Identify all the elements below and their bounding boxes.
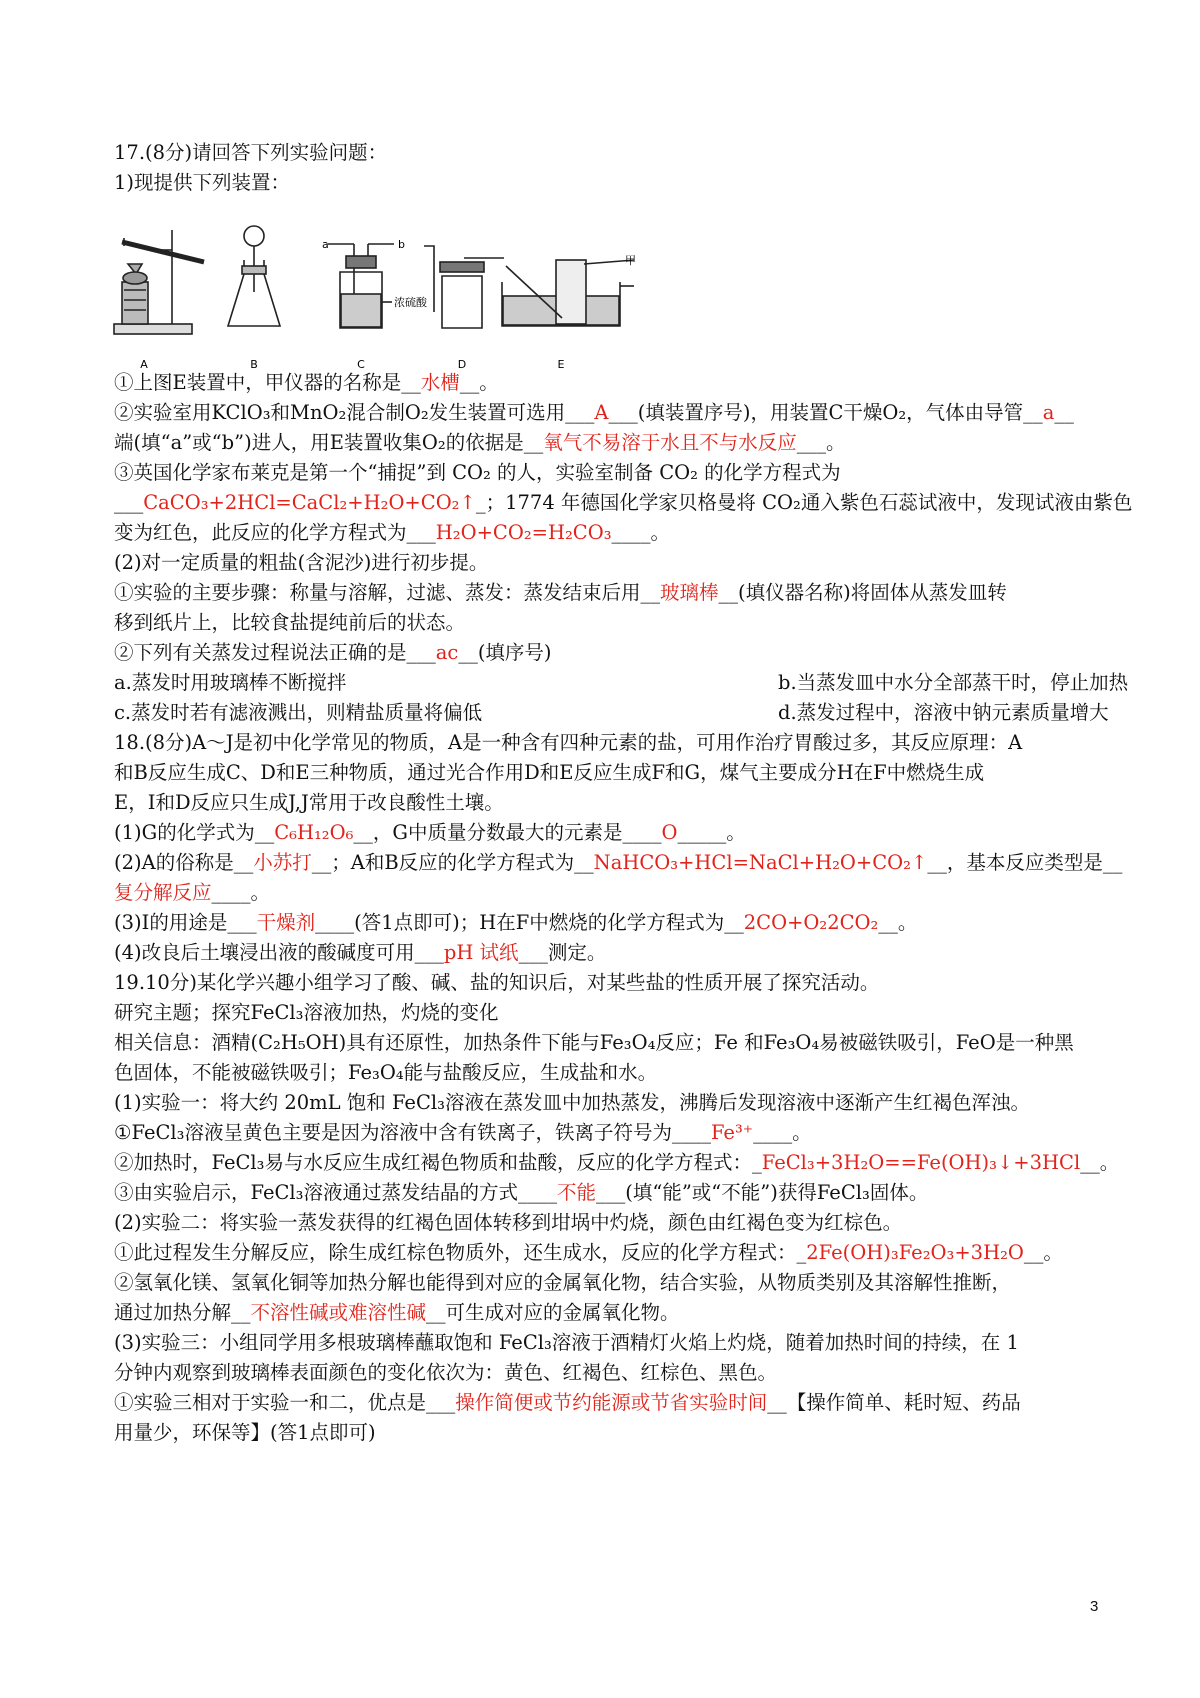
q19-topic: 研究主题；探究FeCl₃溶液加热，灼烧的变化: [114, 1001, 499, 1024]
q17-q2b: 端(填“a”或“b”)进人，用E装置收集O₂的依据是__氧气不易溶于水且不与水反应___。: [114, 431, 846, 454]
option-c: c.蒸发时若有滤液溅出，则精盐质量将偏低: [114, 701, 483, 724]
q17-p2q1a: ①实验的主要步骤：称量与溶解，过滤、蒸发：蒸发结束后用__玻璃棒__(填仪器名称)将固体从蒸发皿转: [114, 581, 1007, 604]
option-b: b.当蒸发皿中水分全部蒸干时，停止加热: [778, 671, 1129, 694]
jia-label: 甲: [625, 254, 636, 267]
q18-s3: (3)I的用途是___干燥剂____(答1点即可)；H在F中燃烧的化学方程式为__2CO+O₂2CO₂__。: [114, 911, 918, 934]
answer: CaCO₃+2HCl=CaCl₂+H₂O+CO₂↑: [143, 491, 476, 514]
answer: 水槽: [420, 371, 460, 394]
answer: C₆H₁₂O₆: [274, 821, 354, 844]
q17-p2q2: ②下列有关蒸发过程说法正确的是___ac__(填序号): [114, 641, 552, 664]
option-a: a.蒸发时用玻璃棒不断搅拌: [114, 671, 347, 694]
q19-info1: 相关信息：酒精(C₂H₅OH)具有还原性，加热条件下能与Fe₃O₄反应；Fe 和Fe₃O₄易被磁铁吸引，FeO是一种黑: [114, 1031, 1074, 1054]
q17-q3a: ③英国化学家布莱克是第一个“捕捉”到 CO₂ 的人，实验室制备 CO₂ 的化学方程式为: [114, 461, 841, 484]
q17-q1: ①上图E装置中，甲仪器的名称是__水槽__。: [114, 371, 499, 394]
answer: FeCl₃+3H₂O==Fe(OH)₃↓+3HCl: [761, 1151, 1081, 1174]
q18-line2: 和B反应生成C、D和E三种物质，通过光合作用D和E反应生成F和G，煤气主要成分H在F中燃烧生成: [114, 761, 985, 784]
label-c: C: [357, 358, 365, 371]
label-b: B: [250, 358, 258, 371]
q19-e3q1b: 用量少，环保等】(答1点即可): [114, 1421, 376, 1444]
q17-p2q1b: 移到纸片上，比较食盐提纯前后的状态。: [114, 611, 466, 634]
answer: Fe³⁺: [710, 1121, 754, 1144]
q18-line3: E，I和D反应只生成J,J常用于改良酸性土壤。: [114, 791, 504, 814]
q19-e1q3: ③由实验启示，FeCl₃溶液通过蒸发结晶的方式____不能___(填“能”或“不能”)获得FeCl₃固体。: [114, 1181, 929, 1204]
options-row-2: [114, 698, 1109, 728]
q19-info2: 色固体，不能被磁铁吸引；Fe₃O₄能与盐酸反应，生成盐和水。: [114, 1061, 658, 1084]
q19-e2q2b: 通过加热分解__不溶性碱或难溶性碱__可生成对应的金属氧化物。: [114, 1301, 680, 1324]
answer: O: [661, 821, 678, 844]
q17-part1-intro: 1)现提供下列装置：: [114, 171, 291, 194]
answer: 干燥剂: [256, 911, 316, 934]
label-d: D: [457, 358, 467, 371]
q19-exp3a: (3)实验三：小组同学用多根玻璃棒蘸取饱和 FeCl₃溶液于酒精灯火焰上灼烧，随着加热时间的持续，在 1: [114, 1331, 1019, 1354]
answer: H₂O+CO₂=H₂CO₃: [435, 521, 612, 544]
answer: a: [1042, 401, 1055, 424]
q17-part2-intro: (2)对一定质量的粗盐(含泥沙)进行初步提。: [114, 551, 489, 574]
q17-title: 17.(8分)请回答下列实验问题：: [114, 141, 388, 164]
acid-label: 浓硫酸: [394, 296, 427, 309]
q17-q3b: ___CaCO₃+2HCl=CaCl₂+H₂O+CO₂↑_；1774 年德国化学家贝格曼将 CO₂通入紫色石蕊试液中，发现试液由紫色: [114, 491, 1133, 514]
q19-e2q2a: ②氢氧化镁、氢氧化铜等加热分解也能得到对应的金属氧化物，结合实验，从物质类别及其溶解性推断，: [114, 1271, 1012, 1294]
answer: 2Fe(OH)₃Fe₂O₃+3H₂O: [806, 1241, 1024, 1264]
apparatus-c: [328, 244, 394, 328]
answer: 2CO+O₂2CO₂: [743, 911, 879, 934]
answer: 不溶性碱或难溶性碱: [250, 1301, 427, 1324]
answer: ac: [435, 641, 459, 664]
apparatus-d: [424, 246, 504, 328]
tube-label-a: a: [322, 238, 329, 251]
q17-q3c: 变为红色，此反应的化学方程式为___H₂O+CO₂=H₂CO₃____。: [114, 521, 671, 544]
answer: A: [594, 401, 609, 424]
q17-q2a: ②实验室用KClO₃和MnO₂混合制O₂发生装置可选用___A___(填装置序号)，用装置C干燥O₂，气体由导管__a__: [114, 401, 1074, 424]
label-e: E: [557, 358, 565, 371]
label-a: A: [140, 358, 148, 371]
answer: 复分解反应: [114, 881, 212, 904]
q19-e1q1: ①FeCl₃溶液呈黄色主要是因为溶液中含有铁离子，铁离子符号为____Fe³⁺____。: [114, 1121, 812, 1144]
answer: NaHCO₃+HCl=NaCl+H₂O+CO₂↑: [593, 851, 928, 874]
options-row-1: [114, 668, 1129, 698]
q18-s2a: (2)A的俗称是__小苏打__；A和B反应的化学方程式为__NaHCO₃+HCl=NaCl+H₂O+CO₂↑__，基本反应类型是__: [114, 851, 1123, 874]
answer: 小苏打: [253, 851, 312, 874]
answer: 操作简便或节约能源或节省实验时间: [455, 1391, 768, 1414]
q18-s2b: 复分解反应____。: [114, 881, 271, 904]
tube-label-b: b: [398, 238, 405, 251]
q18-s4: (4)改良后土壤浸出液的酸碱度可用___pH 试纸___测定。: [114, 941, 607, 964]
answer: 不能: [556, 1181, 596, 1204]
q19-title: 19.10分)某化学兴趣小组学习了酸、碱、盐的知识后，对某些盐的性质开展了探究活动。: [114, 971, 880, 994]
answer: 玻璃棒: [660, 581, 719, 604]
page-number: 3: [1090, 1598, 1099, 1615]
q19-e3q1a: ①实验三相对于实验一和二，优点是___操作简便或节约能源或节省实验时间__【操作简单、耗时短、药品: [114, 1391, 1021, 1414]
q19-e2q1: ①此过程发生分解反应，除生成红棕色物质外，还生成水，反应的化学方程式：_2Fe(OH)₃Fe₂O₃+3H₂O__。: [114, 1241, 1063, 1264]
apparatus-a: [114, 230, 204, 334]
apparatus-e: [502, 260, 634, 326]
q19-exp3b: 分钟内观察到玻璃棒表面颜色的变化依次为：黄色、红褐色、红棕色、黑色。: [114, 1361, 778, 1384]
apparatus-figure: [114, 222, 634, 382]
q18-line1: 18.(8分)A～J是初中化学常见的物质，A是一种含有四种元素的盐，可用作治疗胃酸过多，其反应原理：A: [114, 731, 1023, 754]
apparatus-b: [228, 226, 280, 326]
option-d: d.蒸发过程中，溶液中钠元素质量增大: [778, 701, 1109, 724]
q19-exp1: (1)实验一：将大约 20mL 饱和 FeCl₃溶液在蒸发皿中加热蒸发，沸腾后发现溶液中逐渐产生红褐色浑浊。: [114, 1091, 1030, 1114]
answer: 氧气不易溶于水且不与水反应: [543, 431, 797, 454]
q19-exp2: (2)实验二：将实验一蒸发获得的红褐色固体转移到坩埚中灼烧，颜色由红褐色变为红棕色。: [114, 1211, 903, 1234]
q18-s1: (1)G的化学式为__C₆H₁₂O₆__，G中质量分数最大的元素是____O_____。: [114, 821, 746, 844]
q19-e1q2: ②加热时，FeCl₃易与水反应生成红褐色物质和盐酸，反应的化学方程式：_FeCl₃+3H₂O==Fe(OH)₃↓+3HCl__。: [114, 1151, 1120, 1174]
answer: pH 试纸: [443, 941, 519, 964]
